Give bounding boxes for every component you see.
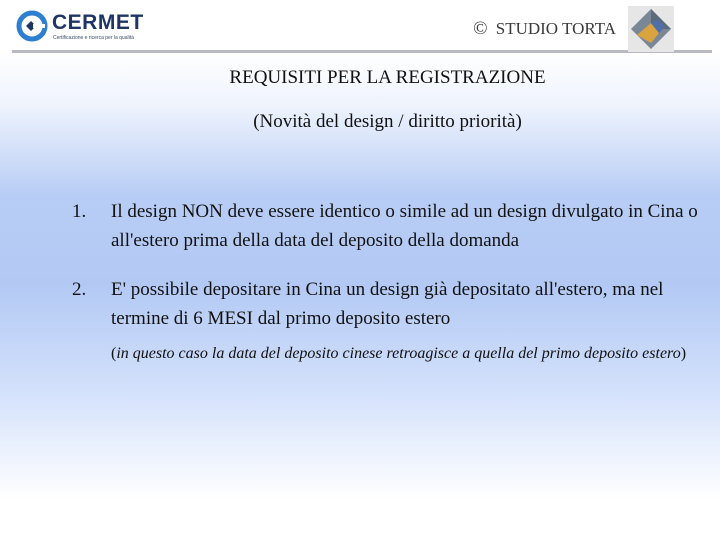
slide-subtitle: (Novità del design / diritto priorità): [253, 111, 522, 132]
cermet-ring-icon: [16, 10, 48, 42]
copyright-symbol: ©: [473, 18, 488, 39]
list-item-number: 2.: [72, 279, 87, 300]
priority-note: [72, 341, 702, 367]
note-close-paren: ): [680, 345, 687, 362]
note-text: in questo caso la data del deposito cinese retroagisce a quella del primo deposito estero: [116, 345, 681, 362]
cermet-logo: [16, 10, 144, 44]
studio-label: [473, 18, 616, 40]
studio-name: STUDIO TORTA: [495, 19, 616, 38]
list-item-text: Il design NON deve essere identico o simile ad un design divulgato in Cina o all'estero prima della data del deposito della domanda: [111, 201, 698, 251]
list-item-text: E' possibile depositare in Cina un design già depositato all'estero, ma nel termine di 6 MESI dal primo deposito estero: [111, 279, 664, 329]
cermet-wordmark: CERMET: [52, 11, 144, 34]
note-open-paren: (: [111, 345, 117, 362]
list-item-number: 1.: [72, 201, 87, 222]
header-divider: [12, 50, 712, 53]
list-item: [72, 275, 702, 333]
studio-torta-diamond-icon: [628, 6, 674, 52]
slide-title: REQUISITI PER LA REGISTRAZIONE: [229, 67, 546, 88]
list-item: [72, 197, 702, 255]
cermet-tagline: Certificazione e ricerca per la qualità: [53, 35, 134, 41]
requirements-list: [72, 197, 702, 367]
